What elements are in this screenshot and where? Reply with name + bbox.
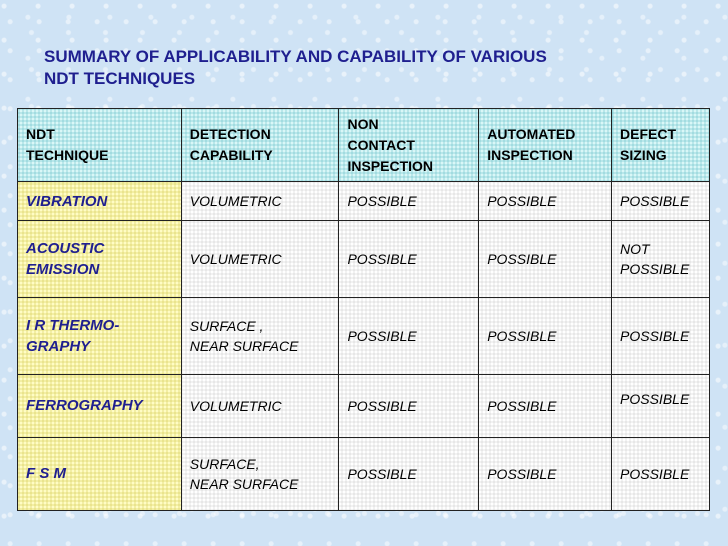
detection-cell: SURFACE , NEAR SURFACE	[181, 298, 339, 375]
header-automated-inspection: AUTOMATED INSPECTION	[479, 109, 612, 182]
detection-cell: VOLUMETRIC	[181, 375, 339, 438]
table-row	[18, 375, 710, 438]
non-contact-cell: POSSIBLE	[339, 221, 479, 298]
page-title: SUMMARY OF APPLICABILITY AND CAPABILITY OF VARIOUS NDT TECHNIQUES	[44, 47, 547, 88]
sizing-cell: POSSIBLE	[612, 298, 710, 375]
detection-cell: SURFACE, NEAR SURFACE	[181, 437, 339, 510]
table-header-row	[18, 109, 710, 182]
automated-cell: POSSIBLE	[479, 437, 612, 510]
sizing-cell: NOT POSSIBLE	[612, 221, 710, 298]
header-defect-sizing: DEFECT SIZING	[612, 109, 710, 182]
non-contact-cell: POSSIBLE	[339, 375, 479, 438]
technique-cell: ACOUSTIC EMISSION	[18, 221, 182, 298]
non-contact-cell: POSSIBLE	[339, 298, 479, 375]
technique-cell: FERROGRAPHY	[18, 375, 182, 438]
technique-cell: VIBRATION	[18, 182, 182, 221]
sizing-cell: POSSIBLE	[612, 375, 710, 438]
sizing-cell: POSSIBLE	[612, 437, 710, 510]
table-row	[18, 221, 710, 298]
table-row	[18, 437, 710, 510]
table-row	[18, 298, 710, 375]
sizing-cell: POSSIBLE	[612, 182, 710, 221]
automated-cell: POSSIBLE	[479, 182, 612, 221]
header-ndt-technique: NDT TECHNIQUE	[18, 109, 182, 182]
detection-cell: VOLUMETRIC	[181, 221, 339, 298]
table-row	[18, 182, 710, 221]
technique-cell: F S M	[18, 437, 182, 510]
ndt-summary-table	[17, 108, 710, 511]
automated-cell: POSSIBLE	[479, 221, 612, 298]
detection-cell: VOLUMETRIC	[181, 182, 339, 221]
non-contact-cell: POSSIBLE	[339, 437, 479, 510]
non-contact-cell: POSSIBLE	[339, 182, 479, 221]
automated-cell: POSSIBLE	[479, 375, 612, 438]
header-detection-capability: DETECTION CAPABILITY	[181, 109, 339, 182]
technique-cell: I R THERMO- GRAPHY	[18, 298, 182, 375]
header-non-contact-inspection: NON CONTACT INSPECTION	[339, 109, 479, 182]
automated-cell: POSSIBLE	[479, 298, 612, 375]
